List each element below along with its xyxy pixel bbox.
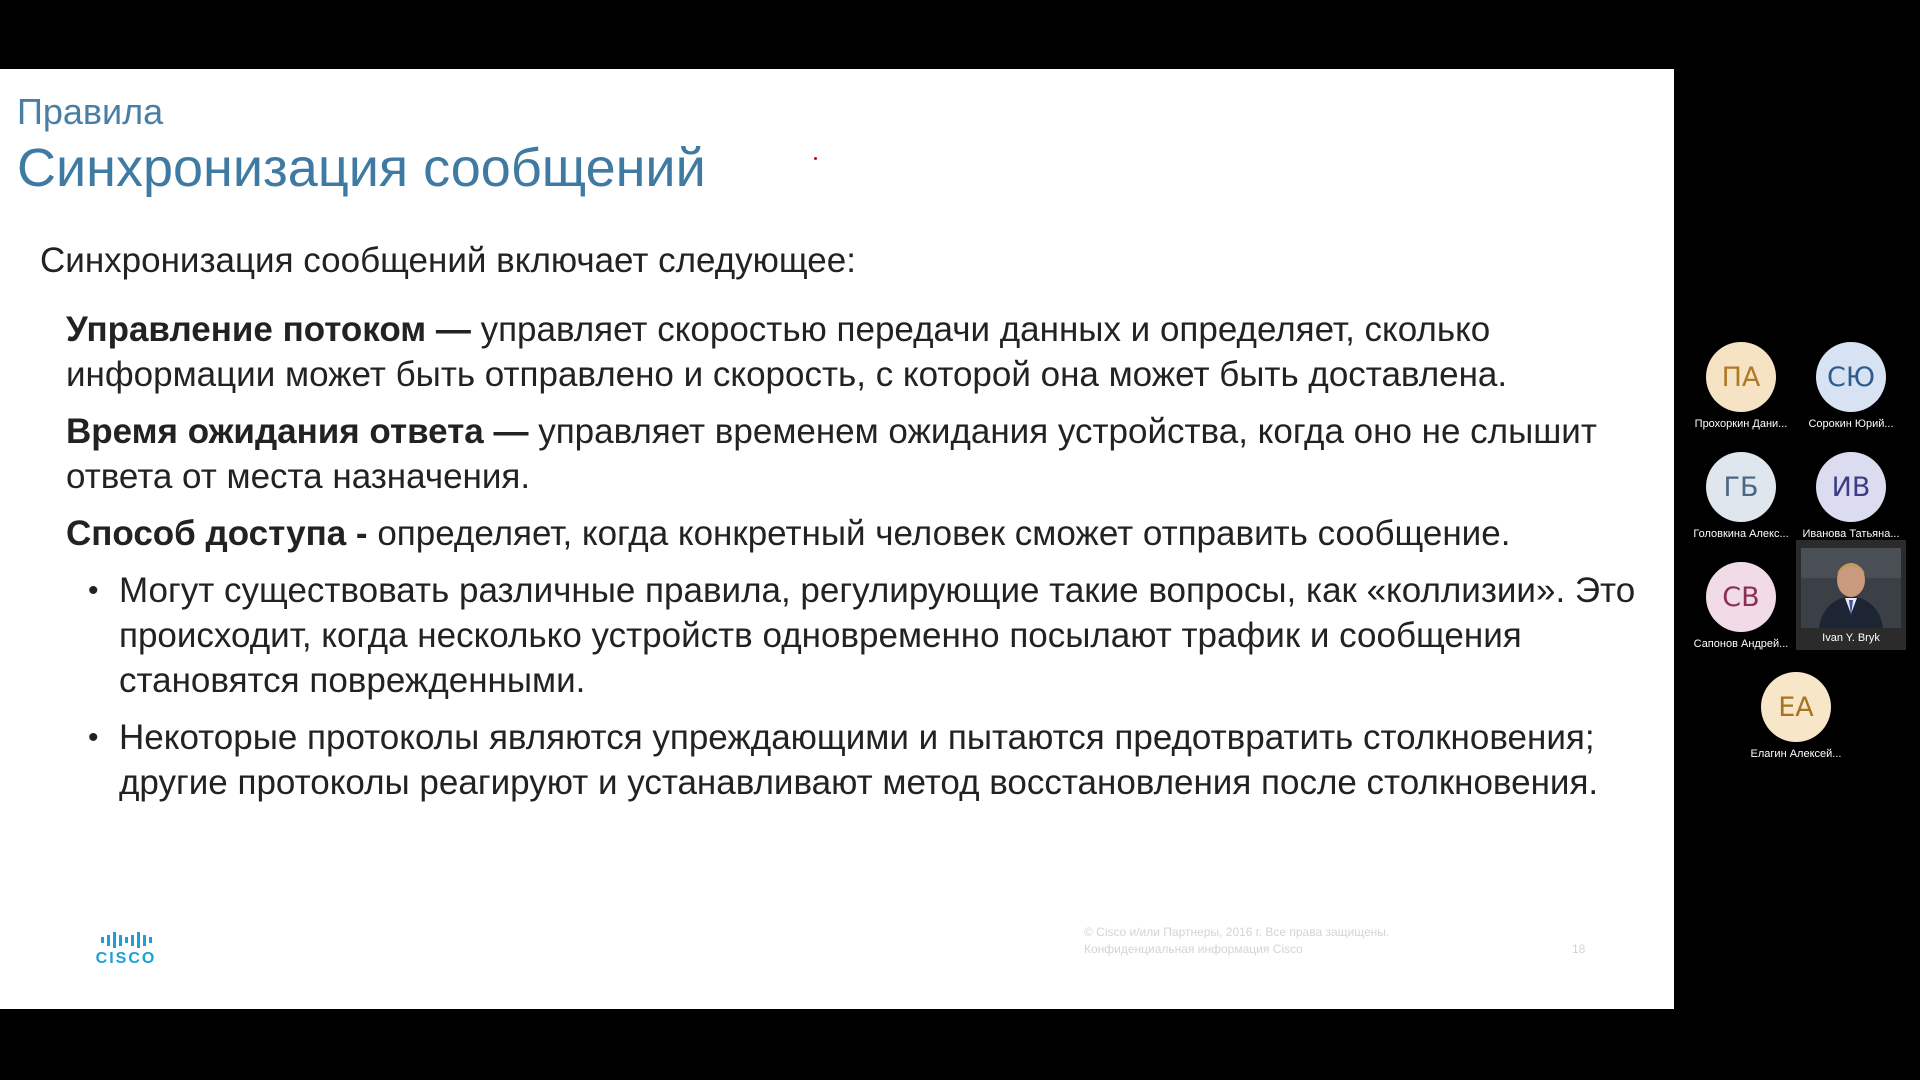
participant-name: Головкина Алекс...: [1693, 528, 1789, 540]
avatar: ГБ: [1706, 452, 1776, 522]
cisco-bars-icon: [92, 931, 160, 949]
participant-tile[interactable]: [1796, 446, 1906, 546]
avatar: СЮ: [1816, 342, 1886, 412]
avatar: ЕА: [1761, 672, 1831, 742]
item-term: Способ доступа -: [66, 514, 368, 553]
bullet-text: Могут существовать различные правила, регулирующие такие вопросы, как «коллизии». Это происходит, когда несколько устройств одновременно посылают трафик и сообщения становятся поврежденными.: [119, 571, 1636, 700]
participant-name: Ivan Y. Bryk: [1822, 632, 1880, 644]
section-title: Правила: [17, 91, 164, 132]
cisco-logo: [92, 931, 160, 967]
participant-name: Елагин Алексей...: [1750, 748, 1842, 760]
participant-name: Прохоркин Дани...: [1694, 418, 1788, 430]
person-video-icon: [1801, 548, 1901, 628]
list-item: [88, 568, 1640, 703]
footer-line: Конфиденциальная информация Cisco: [1084, 942, 1303, 956]
participant-name: Сорокин Юрий...: [1808, 418, 1894, 430]
logo-text: CISCO: [95, 950, 157, 967]
page-title: Синхронизация сообщений: [17, 138, 706, 198]
item-response-timeout: [66, 409, 1640, 499]
item-flow-control: [66, 307, 1640, 397]
bullet-icon: •: [88, 574, 99, 607]
participant-video-tile[interactable]: [1796, 540, 1906, 650]
pointer-dot: [814, 157, 817, 160]
participant-tile[interactable]: [1796, 336, 1906, 436]
item-term: Время ожидания ответа —: [66, 412, 529, 451]
page-number: 18: [1572, 942, 1586, 956]
bullet-text: Некоторые протоколы являются упреждающими и пытаются предотвратить столкновения; другие протоколы реагируют и устанавливают метод восстановления после столкновения.: [119, 718, 1599, 802]
participant-tile[interactable]: [1686, 446, 1796, 546]
item-text: определяет, когда конкретный человек сможет отправить сообщение.: [367, 514, 1511, 553]
item-term: Управление потоком —: [66, 310, 471, 349]
participant-name: Сапонов Андрей...: [1693, 638, 1789, 650]
slide-body: [40, 241, 1640, 817]
item-text: управляет скоростью передачи данных и определяет, сколько информации может быть отправлено и скорость, с которой она может быть доставлена.: [66, 310, 1508, 394]
webcam-video: [1801, 548, 1901, 628]
copyright-footer: [1084, 924, 1389, 958]
slide: [0, 69, 1674, 1009]
bullet-icon: •: [88, 721, 99, 754]
intro-text: Синхронизация сообщений включает следующее:: [40, 241, 856, 280]
avatar: ИВ: [1816, 452, 1886, 522]
participant-name: Иванова Татьяна...: [1802, 528, 1900, 540]
list-item: [88, 715, 1640, 805]
avatar: СВ: [1706, 562, 1776, 632]
participant-tile[interactable]: [1686, 556, 1796, 656]
avatar: ПА: [1706, 342, 1776, 412]
footer-line: © Cisco и/или Партнеры, 2016 г. Все права защищены.: [1084, 925, 1390, 939]
participant-tile[interactable]: [1741, 666, 1851, 766]
participant-tile[interactable]: [1686, 336, 1796, 436]
bullet-list: [40, 568, 1640, 805]
item-access-method: [66, 511, 1640, 556]
item-text: управляет временем ожидания устройства, когда оно не слышит ответа от места назначения.: [66, 412, 1597, 496]
